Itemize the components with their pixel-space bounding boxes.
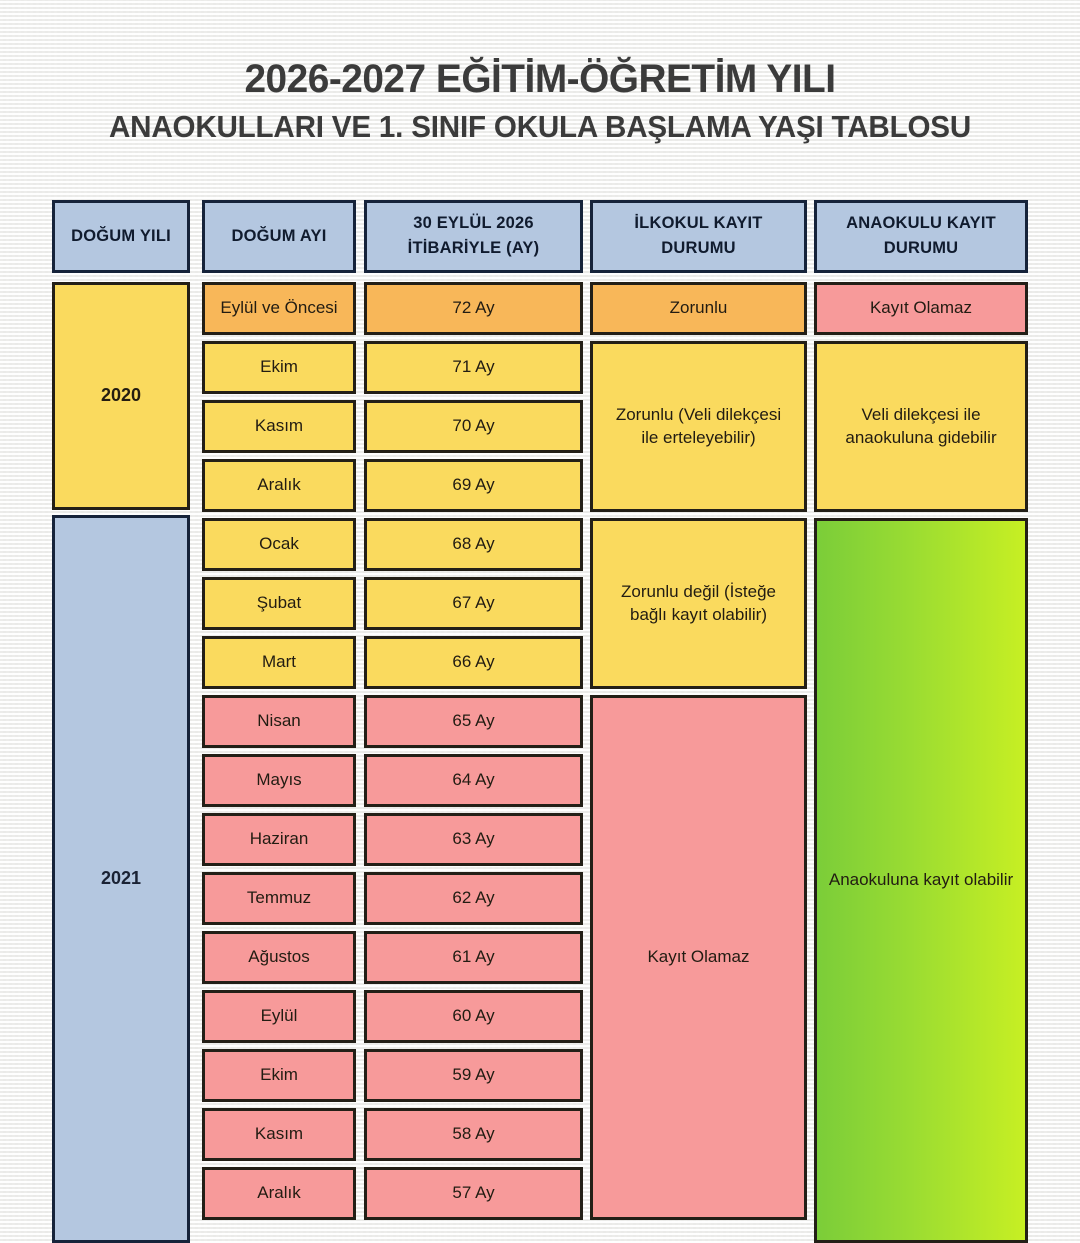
month-cell-mayis-2021: [202, 754, 356, 807]
month-label: Haziran: [249, 829, 309, 849]
year-label-2020: 2020: [100, 385, 142, 406]
age-cell-57: [364, 1167, 583, 1220]
month-cell-aralik-2020: [202, 459, 356, 512]
school-age-table: [52, 200, 1028, 1243]
header-label-birth-year: DOĞUM YILI: [71, 226, 171, 245]
age-label: 71 Ay: [452, 357, 495, 377]
header-label-preschool-line1: ANAOKULU KAYIT: [846, 214, 996, 233]
table-header-birth-month: [202, 200, 356, 273]
age-cell-68: [364, 518, 583, 571]
preschool-status-label: Anaokuluna kayıt olabilir: [828, 870, 1014, 890]
month-label: Ekim: [260, 1065, 298, 1085]
age-cell-59: [364, 1049, 583, 1102]
preschool-status-kayit-olamaz: [814, 282, 1028, 335]
month-cell-haziran-2021: [202, 813, 356, 866]
age-cell-71: [364, 341, 583, 394]
month-cell-ocak-2021: [202, 518, 356, 571]
month-label: Mart: [262, 652, 296, 672]
age-label: 58 Ay: [452, 1124, 495, 1144]
primary-status-label: Zorunlu: [669, 298, 728, 318]
header-label-primary-line1: İLKOKUL KAYIT: [634, 214, 763, 233]
month-label: Temmuz: [246, 888, 312, 908]
year-label-2021: 2021: [100, 868, 142, 889]
month-label: Aralık: [257, 475, 301, 495]
month-label: Eylül: [260, 1006, 298, 1026]
age-label: 65 Ay: [452, 711, 495, 731]
month-label: Nisan: [257, 711, 301, 731]
header-label-primary-line2: DURUMU: [661, 239, 736, 257]
page-title-block: [0, 0, 1080, 143]
month-cell-subat-2021: [202, 577, 356, 630]
month-cell-eylul-oncesi: [202, 282, 356, 335]
age-label: 60 Ay: [452, 1006, 495, 1026]
month-cell-kasim-2020: [202, 400, 356, 453]
month-label: Mayıs: [256, 770, 302, 790]
age-label: 69 Ay: [452, 475, 495, 495]
preschool-status-kayit-olabilir: [814, 518, 1028, 1243]
year-cell-2021: [52, 515, 190, 1243]
month-label: Kasım: [254, 1124, 304, 1144]
month-cell-mart-2021: [202, 636, 356, 689]
month-cell-kasim-2021: [202, 1108, 356, 1161]
age-label: 70 Ay: [452, 416, 495, 436]
preschool-status-label: Kayıt Olamaz: [869, 298, 973, 318]
month-cell-nisan-2021: [202, 695, 356, 748]
header-label-preschool-line2: DURUMU: [883, 239, 959, 257]
age-label: 64 Ay: [452, 770, 495, 790]
table-header-birth-year: [52, 200, 190, 273]
page-title-main: 2026-2027 EĞİTİM-ÖĞRETİM YILI: [244, 57, 836, 101]
month-label: Kasım: [254, 416, 304, 436]
age-cell-70: [364, 400, 583, 453]
primary-status-label: Kayıt Olamaz: [647, 947, 750, 967]
month-label: Aralık: [257, 1183, 301, 1203]
month-label: Ağustos: [248, 947, 310, 967]
age-label: 66 Ay: [452, 652, 495, 672]
age-cell-60: [364, 990, 583, 1043]
age-label: 63 Ay: [452, 829, 495, 849]
age-cell-67: [364, 577, 583, 630]
month-label: Ocak: [259, 534, 299, 554]
month-cell-ekim-2020: [202, 341, 356, 394]
table-header-preschool: [814, 200, 1028, 273]
table-header-age-months: [364, 200, 583, 273]
age-label: 68 Ay: [452, 534, 495, 554]
header-label-age-line1: 30 EYLÜL 2026: [413, 214, 534, 233]
page-title-sub: ANAOKULLARI VE 1. SINIF OKULA BAŞLAMA YAŞI TABLOSU: [108, 110, 971, 144]
month-label: Ekim: [260, 357, 298, 377]
primary-status-kayit-olamaz: [590, 695, 807, 1220]
month-cell-temmuz-2021: [202, 872, 356, 925]
month-cell-eylul-2021: [202, 990, 356, 1043]
age-label: 62 Ay: [452, 888, 495, 908]
age-label: 59 Ay: [452, 1065, 495, 1085]
age-cell-58: [364, 1108, 583, 1161]
age-cell-61: [364, 931, 583, 984]
primary-status-label: Zorunlu (Veli dilekçesi ile erteleyebilir): [615, 405, 782, 447]
preschool-status-veli-dilekce: [814, 341, 1028, 512]
preschool-status-label: Veli dilekçesi ile anaokuluna gidebilir: [845, 405, 997, 447]
month-cell-agustos-2021: [202, 931, 356, 984]
month-label: Eylül ve Öncesi: [220, 298, 338, 318]
header-label-age-line2: İTİBARİYLE (AY): [407, 239, 540, 257]
year-cell-2020: [52, 282, 190, 510]
age-label: 72 Ay: [452, 298, 495, 318]
primary-status-zorunlu: [590, 282, 807, 335]
age-label: 61 Ay: [452, 947, 495, 967]
primary-status-label: Zorunlu değil (İsteğe bağlı kayıt olabilir): [621, 582, 776, 624]
header-label-birth-month: DOĞUM AYI: [231, 226, 327, 245]
age-cell-65: [364, 695, 583, 748]
age-cell-72: [364, 282, 583, 335]
age-label: 57 Ay: [452, 1183, 495, 1203]
month-cell-ekim-2021: [202, 1049, 356, 1102]
age-cell-66: [364, 636, 583, 689]
primary-status-zorunlu-degil: [590, 518, 807, 689]
age-cell-63: [364, 813, 583, 866]
primary-status-zorunlu-erteleme: [590, 341, 807, 512]
age-cell-69: [364, 459, 583, 512]
age-label: 67 Ay: [452, 593, 495, 613]
month-cell-aralik-2021: [202, 1167, 356, 1220]
table-header-primary-school: [590, 200, 807, 273]
month-label: Şubat: [256, 593, 302, 613]
age-cell-62: [364, 872, 583, 925]
age-cell-64: [364, 754, 583, 807]
